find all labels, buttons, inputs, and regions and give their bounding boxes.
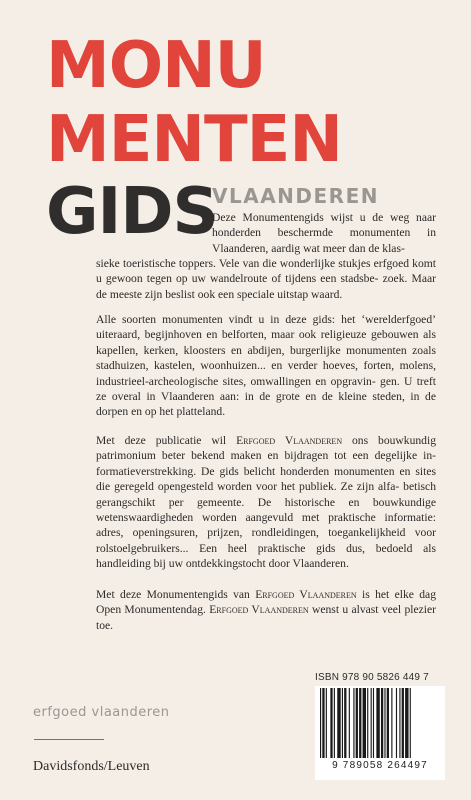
paragraph-4: [96, 587, 436, 633]
paragraph-4-text-c: wenst u alvast veel plezier toe.: [96, 603, 436, 632]
title-line-3: GIDS: [46, 175, 218, 249]
barcode-bar: [391, 688, 392, 758]
barcode-bar: [353, 688, 354, 758]
barcode-bar: [337, 688, 340, 758]
barcode-bar: [349, 688, 350, 758]
organisation-name: Erfgoed Vlaanderen: [209, 603, 309, 617]
barcode-bar: [344, 688, 346, 758]
organisation-name: Erfgoed Vlaanderen: [236, 434, 343, 447]
barcode-bar: [322, 688, 324, 758]
paragraph-1-first: Deze Monumentengids wijst u de weg naar honderden beschermde monumenten in Vlaanderen, aardig wat meer dan de klas-: [212, 211, 436, 255]
barcode-bar: [330, 688, 332, 758]
barcode-bar: [363, 688, 366, 758]
barcode-bar: [342, 688, 343, 758]
barcode-bar: [405, 688, 408, 758]
brand-divider: [34, 739, 104, 740]
barcode-bar: [384, 688, 385, 758]
paragraph-3-text-b: ons bouwkundig patrimonium beter bekend maken en bijdragen tot een degelijke in- formatieverstrekking. De gids belicht honderden monumenten en sites die geregeld opengesteld worden voor het publiek. Ze zijn alfa- betisch gerangschikt per gemeente. De historische en bouwkundige wetenswaardigheden worden aangevuld met praktische informatie: adres, openingsuren, prijzen, rondleidingen, toegankelijkheid voor rolstoelgebruikers... Een heel praktische gids dus, bedoeld als handleiding bij uw ontdekkingstocht door Vlaanderen.: [96, 434, 436, 571]
barcode-bar: [396, 688, 397, 758]
title-line-2: MENTEN: [46, 103, 342, 177]
barcode-bars: [318, 688, 442, 758]
paragraph-3: [96, 433, 436, 572]
barcode-bar: [334, 688, 335, 758]
title-line-1: MONU: [46, 29, 266, 103]
paragraph-3-text-a: Met deze publicatie wil: [96, 434, 237, 447]
barcode-bar: [320, 688, 321, 758]
paragraph-2: Alle soorten monumenten vindt u in deze gids: het ‘werelderfgoed’ uiteraard, begijnhoven en belforten, maar ook religieuze gebouwen als kapellen, kerken, kloosters en abdijen, burgerlijke monumenten zoals stadhuizen, kastelen, woonhuizen... en verder hoeves, forten, molens, industrieel-archeologische sites, omwallingen en opgravin- gen. U treft ze overal in Vlaanderen aan: in de grote en de kleine steden, in de dorpen en op het platteland.: [96, 313, 436, 419]
organisation-name: Erfgoed Vlaanderen: [255, 588, 357, 601]
publisher-name: Davidsfonds/Leuven: [33, 759, 150, 774]
brand-name: erfgoed vlaanderen: [33, 705, 170, 720]
barcode-bar: [367, 688, 368, 758]
paragraph-1-rest: sieke toeristische toppers. Vele van die wonderlijke stukjes erfgoed komt u gewoon tegen op uw wandelroute of tijdens een stadsbe- zoek. Maar de meeste zijn beslist ook een speciale uitstap waard.: [96, 257, 436, 301]
barcode-bar: [359, 688, 361, 758]
barcode-bar: [356, 688, 358, 758]
barcode-bar: [373, 688, 374, 758]
paragraph-4-text-a: Met deze Monumentengids van: [96, 588, 256, 601]
barcode-number: 9 789058 264497: [332, 760, 428, 771]
barcode-bar: [371, 688, 372, 758]
barcode-bar: [387, 688, 389, 758]
paragraph-4-text-b: is het elke dag Open Monumentendag.: [96, 588, 436, 617]
barcode: [315, 686, 445, 780]
barcode-bar: [376, 688, 379, 758]
barcode-bar: [399, 688, 400, 758]
barcode-bar: [402, 688, 404, 758]
barcode-bar: [326, 688, 327, 758]
subtitle: VLAANDEREN: [212, 184, 379, 208]
barcode-bar: [381, 688, 383, 758]
barcode-bar: [410, 688, 411, 758]
isbn-label: ISBN 978 90 5826 449 7: [315, 672, 429, 683]
